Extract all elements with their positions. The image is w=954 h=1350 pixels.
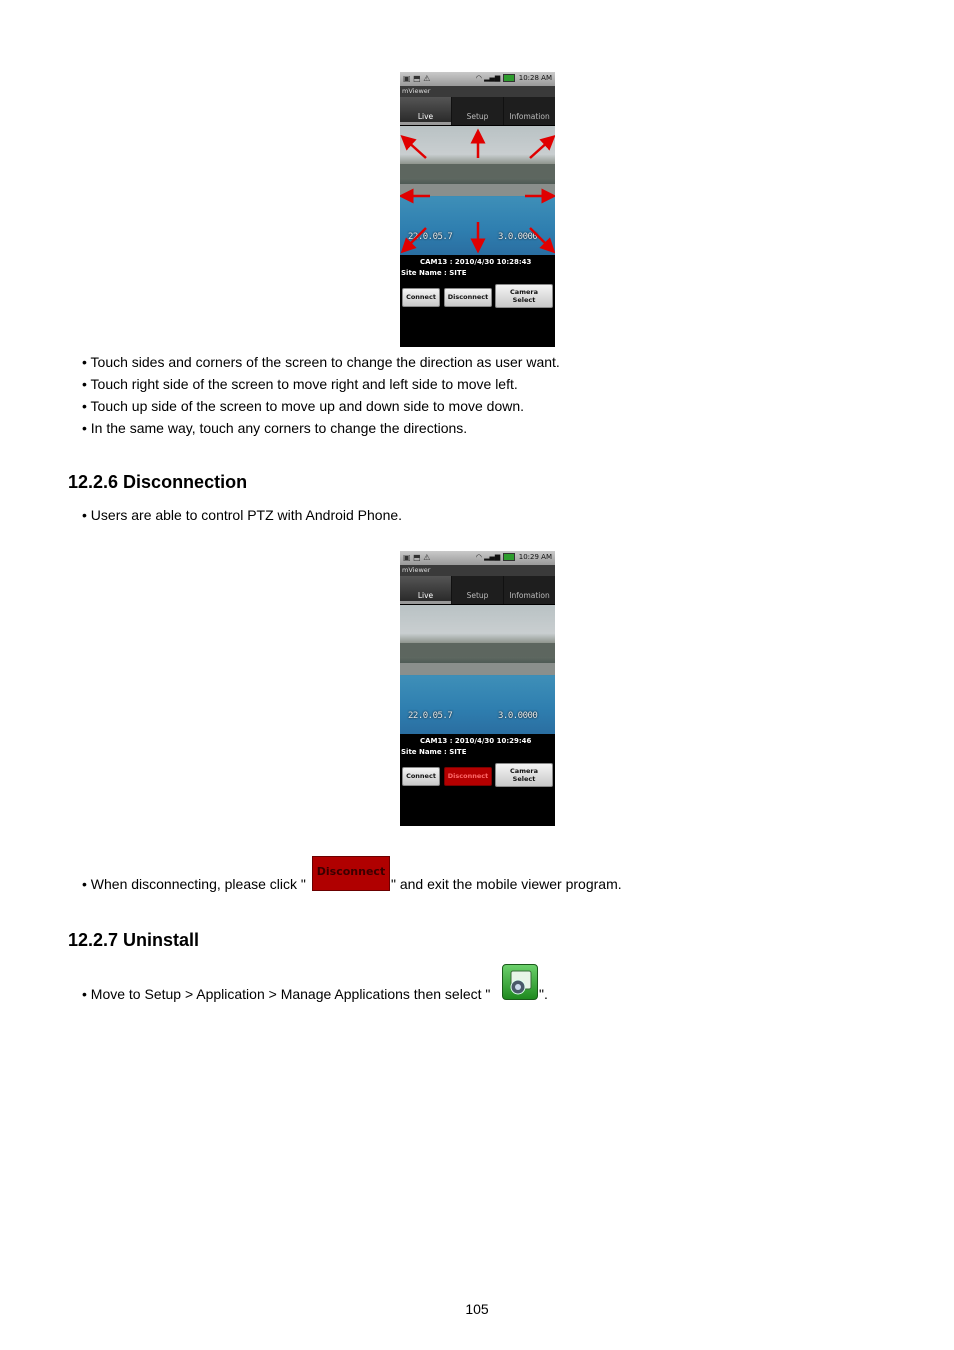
status-bar bbox=[400, 551, 555, 565]
camera-info bbox=[400, 734, 555, 758]
bullet-ptz-1: • Touch sides and corners of the screen to change the direction as user want. bbox=[82, 354, 560, 370]
camera-info bbox=[400, 255, 555, 279]
tab-bar bbox=[400, 576, 555, 604]
camera-timestamp: CAM13 : 2010/4/30 10:29:46 bbox=[420, 737, 532, 745]
disconnect-button[interactable]: Disconnect bbox=[444, 288, 492, 307]
signal-icon: ▂▄▆ bbox=[484, 553, 501, 561]
page-number: 105 bbox=[465, 1301, 489, 1317]
tab-live[interactable]: Live bbox=[400, 97, 451, 125]
video-overlay-right: 3.0.0000 bbox=[498, 711, 538, 721]
arrow-up-left bbox=[406, 140, 426, 158]
site-name: Site Name : SITE bbox=[401, 748, 467, 756]
tab-bar bbox=[400, 97, 555, 125]
battery-icon bbox=[503, 553, 515, 561]
arrow-down-left bbox=[406, 228, 426, 248]
site-name: Site Name : SITE bbox=[401, 269, 467, 277]
tab-setup[interactable]: Setup bbox=[452, 576, 503, 604]
notification-icons: ▣ ⬒ ⚠ bbox=[403, 74, 431, 83]
bullet-disconnection: • Users are able to control PTZ with Android Phone. bbox=[82, 507, 403, 523]
arrow-up-right bbox=[530, 140, 550, 158]
tab-information[interactable]: Infomation bbox=[504, 97, 555, 125]
phone-screenshot-disconnect bbox=[400, 551, 555, 826]
signal-icon: ▂▄▆ bbox=[484, 74, 501, 82]
bullet-ptz-3: • Touch up side of the screen to move up and down side to move down. bbox=[82, 398, 525, 414]
status-time: 10:29 AM bbox=[518, 553, 552, 561]
tab-live[interactable]: Live bbox=[400, 576, 451, 604]
disconnect-note-before: • When disconnecting, please click " bbox=[82, 876, 306, 892]
tab-information[interactable]: Infomation bbox=[504, 576, 555, 604]
tab-setup[interactable]: Setup bbox=[452, 97, 503, 125]
uninstall-note-after: ". bbox=[539, 986, 548, 1002]
app-title: mViewer bbox=[400, 565, 555, 576]
camera-timestamp: CAM13 : 2010/4/30 10:28:43 bbox=[420, 258, 532, 266]
heading-disconnection: 12.2.6 Disconnection bbox=[68, 472, 248, 492]
battery-icon bbox=[503, 74, 515, 82]
uninstall-note-before: • Move to Setup > Application > Manage Applications then select " bbox=[82, 986, 491, 1002]
wifi-icon: ◠ bbox=[475, 553, 482, 561]
app-title: mViewer bbox=[400, 86, 555, 97]
camera-select-button[interactable]: Camera Select bbox=[495, 284, 553, 308]
ptz-arrows bbox=[400, 126, 555, 255]
video-overlay-left: 22.0.05.7 bbox=[408, 711, 453, 721]
notification-icons: ▣ ⬒ ⚠ bbox=[403, 553, 431, 562]
disconnect-note-after: " and exit the mobile viewer program. bbox=[391, 876, 622, 892]
phone-screenshot-ptz bbox=[400, 72, 555, 347]
wifi-icon: ◠ bbox=[475, 74, 482, 82]
bullet-ptz-4: • In the same way, touch any corners to change the directions. bbox=[82, 420, 468, 436]
live-video-view[interactable] bbox=[400, 126, 555, 255]
mviewer-app-icon bbox=[502, 964, 538, 1000]
status-bar bbox=[400, 72, 555, 86]
status-time: 10:28 AM bbox=[518, 74, 552, 82]
heading-uninstall: 12.2.7 Uninstall bbox=[68, 930, 200, 950]
disconnect-button-image: Disconnect bbox=[312, 856, 390, 891]
video-overlay-left: 22.0.05.7 bbox=[408, 232, 453, 242]
disconnect-button-pressed[interactable]: Disconnect bbox=[444, 767, 492, 786]
connect-button[interactable]: Connect bbox=[402, 288, 440, 307]
video-overlay-right: 3.0.0000 bbox=[498, 232, 538, 242]
live-video-view[interactable] bbox=[400, 605, 555, 734]
arrow-down-right bbox=[530, 228, 550, 248]
bullet-ptz-2: • Touch right side of the screen to move right and left side to move left. bbox=[82, 376, 518, 392]
camera-select-button[interactable]: Camera Select bbox=[495, 763, 553, 787]
connect-button[interactable]: Connect bbox=[402, 767, 440, 786]
